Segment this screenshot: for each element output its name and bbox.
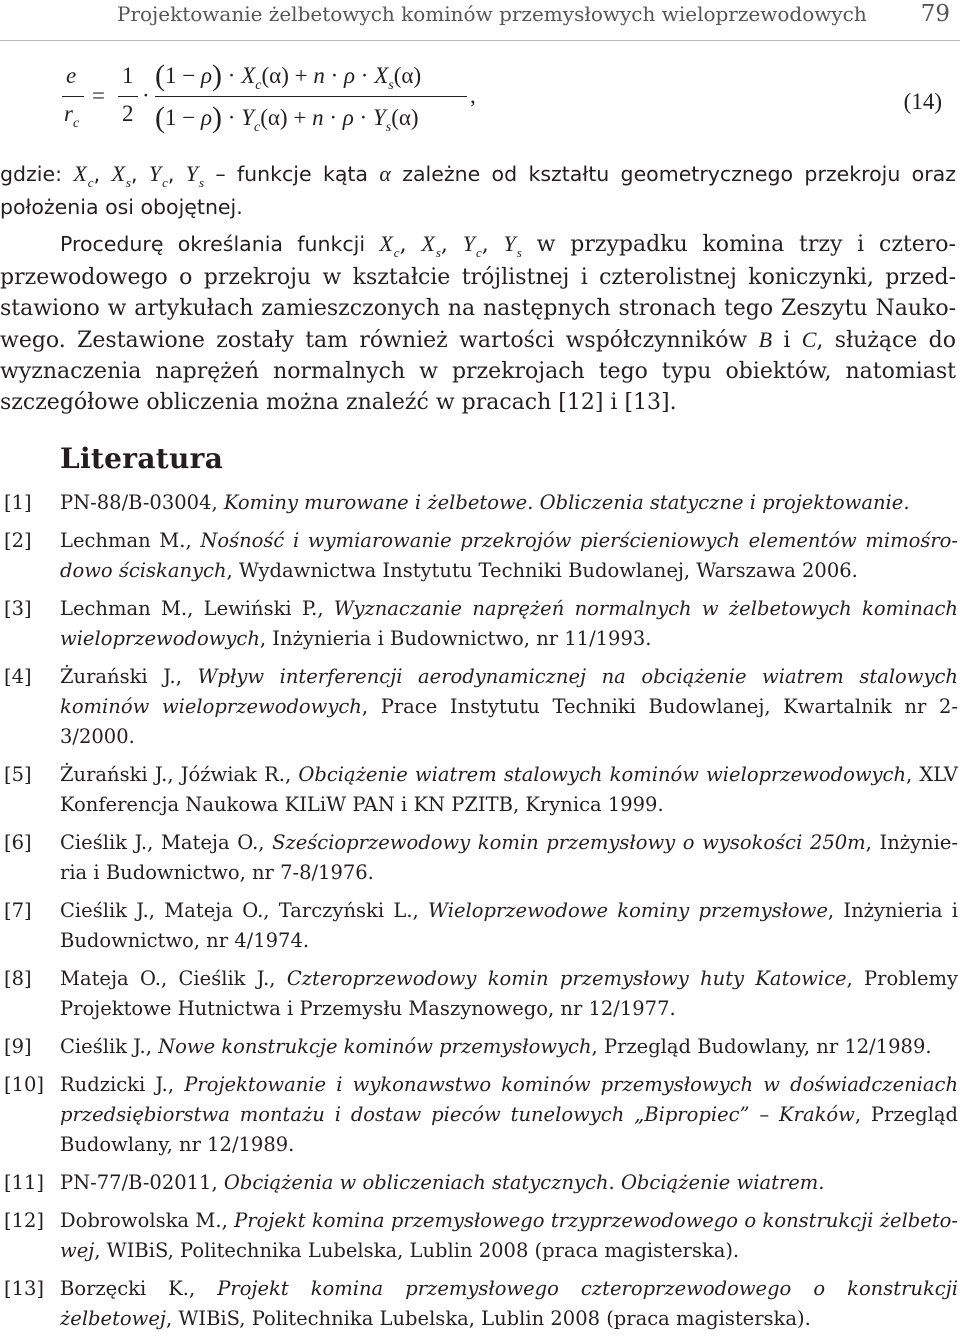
reference-item [0,964,958,1024]
reference-details: , Inżynieria i Budownictwo, nr 4/1974. [60,899,959,952]
equation-14 [60,55,950,150]
eq-dot: · [142,83,150,108]
reference-authors: PN-77/B-02011, [60,1171,224,1194]
reference-body [60,1209,958,1262]
section-title-literatura: Literatura [60,442,224,475]
reference-number: [1] [4,491,32,514]
reference-number: [8] [4,967,32,990]
reference-authors: Lechman M., [60,529,201,552]
reference-authors: Cieślik J., Mateja O., Tarczyński L., [60,899,429,922]
reference-number: [12] [4,1209,45,1232]
reference-number: [6] [4,831,32,854]
reference-title: Czteroprzewodowy komin przemysłowy huty Katowice [286,967,847,990]
eq-half-fraction-bar [118,96,138,97]
reference-title: Wyznaczanie naprężeń normalnych w żelbetowych kominach wieloprzewodowych [60,597,958,650]
reference-body [60,763,958,816]
reference-authors: Rudzicki J., [60,1073,185,1096]
reference-authors: Borzęcki K., [60,1277,218,1300]
reference-list [0,488,958,1342]
reference-title: Projekt komina przemysłowego czteroprzewodowego o konstrukcji żelbetowej [60,1277,958,1330]
reference-authors: Lechman M., Lewiński P., [60,597,334,620]
eq-lhs-denominator: $r_c$ [64,101,80,131]
reference-details: , Prace Instytutu Techniki Budowlanej, Kwartalnik nr 2-3/2000. [60,695,958,748]
reference-body [60,529,958,582]
eq-main-fraction-bar [155,96,467,97]
header-title: Projektowanie żelbetowych kominów przemysłowych wieloprzewodowych [117,2,867,26]
reference-title: Kominy murowane i żelbetowe. Obliczenia statyczne i projektowanie. [223,491,910,514]
reference-body [60,1073,958,1156]
reference-details: , WIBiS, Politechnika Lubelska, Lublin 2008 (praca magisterska). [165,1307,811,1330]
reference-title: Nośność i wymiarowanie przekrojów pierścieniowych elementów mimośrodowo ściskanych [60,529,959,582]
paragraph-gdzie: gdzie: $X_c$, $X_s$, $Y_c$, $Y_s$ – funkcje kąta α zależne od kształtu geometrycznego przekroju oraz położenia osi obojętnej. [0,161,956,219]
page-number: 79 [920,1,950,27]
eq-trailing-comma: , [470,83,476,108]
eq-equals-sign: = [92,83,105,108]
reference-item [0,760,958,820]
reference-number: [7] [4,899,32,922]
reference-title: Obciążenie wiatrem stalowych kominów wieloprzewodowych [298,763,907,786]
reference-title: Projektowanie i wykonawstwo kominów przemysłowych w doświadczeniach przedsiębiorstwa montażu i dostaw pieców tunelowych „Bipropiec” – Kraków [60,1073,959,1126]
reference-details: , Problemy Projektowe Hutnictwa i Przemysłu Maszynowego, nr 12/1977. [60,967,958,1020]
reference-number: [13] [4,1277,45,1300]
reference-number: [4] [4,665,32,688]
reference-details: , WIBiS, Politechnika Lubelska, Lublin 2008 (praca magisterska). [94,1239,740,1262]
reference-number: [3] [4,597,32,620]
reference-title: Obciążenia w obliczeniach statycznych. Obciążenie wiatrem. [223,1171,825,1194]
reference-title: Wieloprzewodowe kominy przemysłowe [428,899,828,922]
reference-details: , Wydawnictwa Instytutu Techniki Budowlanej, Warszawa 2006. [226,559,858,582]
reference-authors: Mateja O., Cieślik J., [60,967,287,990]
reference-body [60,831,958,884]
reference-details: , XLV Konferencja Naukowa KILiW PAN i KN PZITB, Krynica 1999. [60,763,959,816]
running-header [0,2,960,30]
eq-lhs-numerator: e [66,63,77,88]
reference-body [60,1035,932,1058]
reference-item [0,662,958,752]
reference-item [0,1274,958,1334]
reference-body [60,899,958,952]
reference-body [60,967,958,1020]
reference-details: , Inżynieria i Budownictwo, nr 7-8/1976. [60,831,958,884]
reference-authors: PN-88/B-03004, [60,491,224,514]
reference-body [60,665,958,748]
equation-number: (14) [903,89,942,114]
reference-number: [9] [4,1035,32,1058]
reference-details: , Przegląd Budowlany, nr 12/1989. [60,1103,959,1156]
reference-number: [11] [4,1171,45,1194]
eq-half-denominator: 2 [122,101,134,126]
header-rule [0,40,960,41]
reference-item [0,526,958,586]
reference-title: Projekt komina przemysłowego trzyprzewodowego o konstrukcji żelbetowej [60,1209,959,1262]
reference-number: [2] [4,529,32,552]
reference-title: Sześcioprzewodowy komin przemysłowy o wysokości 250m [272,831,866,854]
reference-details: , Przegląd Budowlany, nr 12/1989. [591,1035,932,1058]
reference-item [0,1168,958,1198]
eq-main-numerator: $(1 - \rho) \cdot X_c(\alpha) + n \cdot \rho \cdot X_s(\alpha)$ [155,59,422,93]
reference-authors: Cieślik J., Mateja O., [60,831,273,854]
reference-item [0,594,958,654]
reference-item [0,488,958,518]
reference-details: , Inżynieria i Budownictwo, nr 11/1993. [259,627,652,650]
reference-body [60,491,910,514]
reference-number: [10] [4,1073,45,1096]
reference-body [60,597,958,650]
reference-body [60,1277,958,1330]
reference-title: Wpływ interferencji aerodynamicznej na obciążenie wiatrem stalowych kominów wieloprzewodowych [60,665,958,718]
eq-main-denominator: $(1 - \rho) \cdot Y_c(\alpha) + n \cdot \rho \cdot Y_s(\alpha)$ [155,101,419,135]
reference-authors: Cieślik J., [60,1035,159,1058]
reference-item [0,1206,958,1266]
reference-item [0,1070,958,1160]
reference-item [0,1032,958,1062]
paragraph-procedure: Procedurę określania funkcji $X_c$, $X_s$, $Y_c$, $Y_s$ w przypadku komina trzy i czteroprzewodowego o przekroju w kształcie trójlistnej i czterolistnej koniczynki, przedstawiono w artykułach zamieszczonych na następnych stronach tego Zeszytu Naukowego. Zestawione zostały tam również wartości współczynników B i C, służące do wyznaczenia naprężeń normalnych w przekrojach tego typu obiektów, natomiast szczegółowe obliczenia można znaleźć w pracach [12] i [13]. [0,231,956,415]
reference-item [0,896,958,956]
eq-half-numerator: 1 [122,63,134,88]
reference-authors: Żurański J., [60,665,198,688]
reference-body [60,1171,825,1194]
reference-authors: Dobrowolska M., [60,1209,235,1232]
eq-lhs-fraction-bar [62,96,84,97]
reference-item [0,828,958,888]
reference-title: Nowe konstrukcje kominów przemysłowych [158,1035,592,1058]
reference-number: [5] [4,763,32,786]
reference-authors: Żurański J., Jóźwiak R., [60,763,299,786]
